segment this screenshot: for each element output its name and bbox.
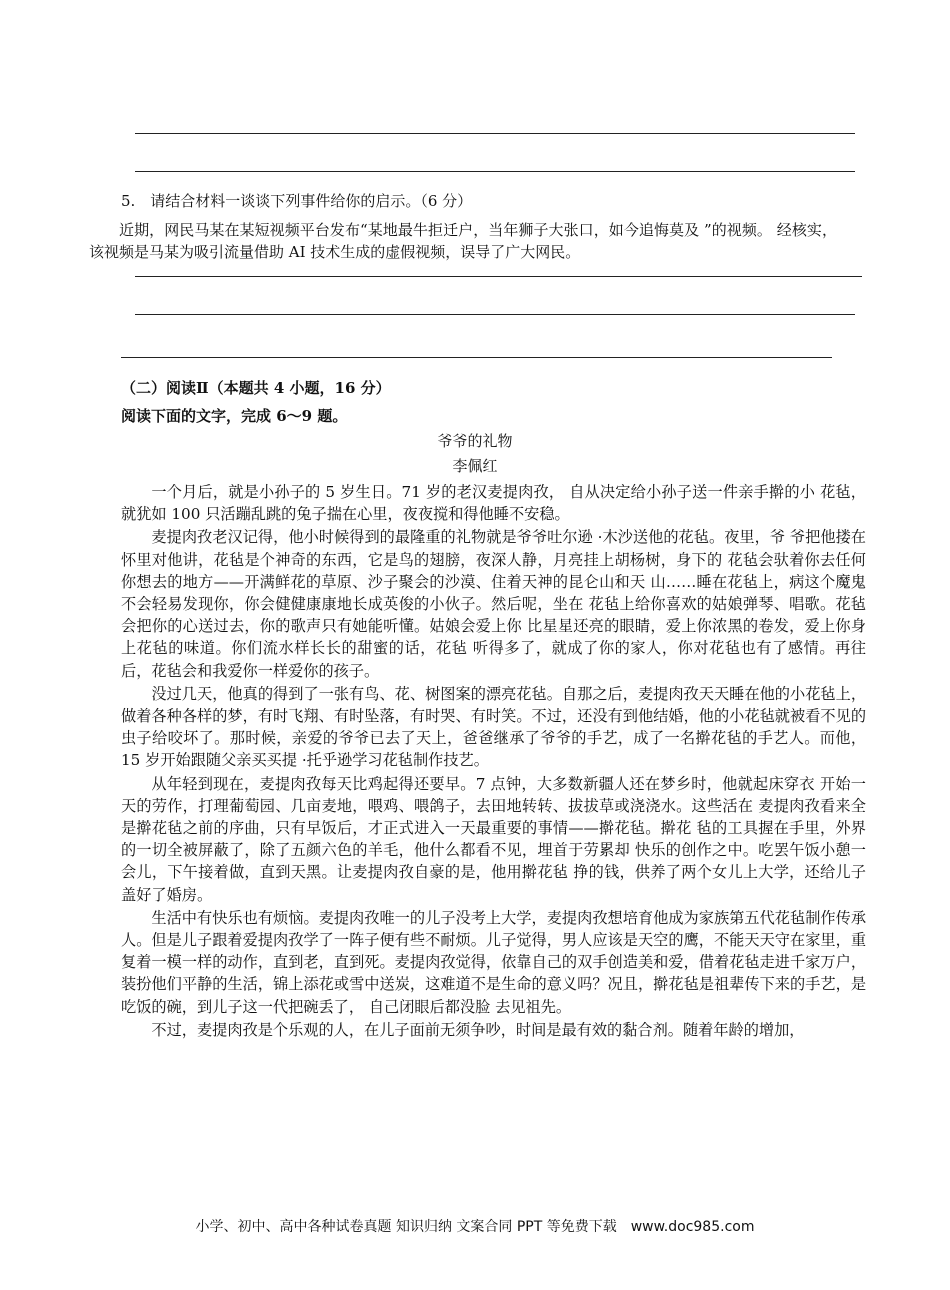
article-title: 爷爷的礼物 [437, 432, 513, 450]
article-paragraph: 不过，麦提肉孜是个乐观的人，在儿子面前无须争吵，时间是最有效的黏合剂。随着年龄的增加， [151, 1020, 805, 1039]
article-body [121, 481, 866, 1042]
article-paragraph: 从年轻到现在，麦提肉孜每天比鸡起得还要早。7 点钟，大多数新疆人还在梦乡时，他就起床穿衣 开始一天的劳作，打理葡萄园、几亩麦地，喂鸡、喂鸽子，去田地转转、拔拔草或浇浇水。这些活在 麦提肉孜看来全是擀花毡之前的序曲，只有早饭后，才正式进入一天最重要的事情——擀花毡。擀花 毡的工具握在手里，外界的一切全被屏蔽了，除了五颜六色的羊毛，他什么都看不见，埋首于劳累却 快乐的创作之中。吃罢午饭小憩一会儿，下午接着做，直到天黑。让麦提肉孜自豪的是，他用擀花毡 挣的钱，供养了两个女儿上大学，还给儿子盖好了婚房。 [121, 774, 866, 904]
question-5-heading: 5. 请结合材料一谈谈下列事件给你的启示。（6 分） [121, 192, 473, 210]
answer-line [121, 357, 832, 358]
article-paragraph: 一个月后，就是小孙子的 5 岁生日。71 岁的老汉麦提肉孜， 自从决定给小孙子送一件亲手擀的小 花毡，就犹如 100 只活蹦乱跳的兔子揣在心里，夜夜搅和得他睡不安稳。 [121, 483, 866, 524]
question-5-material: 近期，网民马某在某短视频平台发布“某地最牛拒迁户，当年狮子大张口，如今追悔莫及 ”的视频。 经核实，该视频是马某为吸引流量借助 AI 技术生成的虚假视频，误导了广大网民。 [89, 221, 837, 261]
article-paragraph: 没过几天，他真的得到了一张有鸟、花、树图案的漂亮花毡。自那之后，麦提肉孜天天睡在他的小花毡上，做着各种各样的梦，有时飞翔、有时坠落，有时哭、有时笑。不过，还没有到他结婚，他的小花毡就被看不见的虫子给咬坏了。那时候，亲爱的爷爷已去了天上，爸爸继承了爷爷的手艺，成了一名擀花毡的手艺人。而他，15 岁开始跟随父亲买买提 ·托乎逊学习花毡制作技艺。 [121, 684, 866, 770]
section-title: （二）阅读Ⅱ（本题共 4 小题，16 分） [121, 379, 391, 397]
article-paragraph: 生活中有快乐也有烦恼。麦提肉孜唯一的儿子没考上大学，麦提肉孜想培育他成为家族第五代花毡制作传承人。但是儿子跟着爱提肉孜学了一阵子便有些不耐烦。儿子觉得，男人应该是天空的鹰，不能天天守在家里，重复着一模一样的动作，直到老，直到死。麦提肉孜觉得，依靠自己的双手创造美和爱，借着花毡走进千家万户，装扮他们平静的生活，锦上添花或雪中送炭，这难道不是生命的意义吗？况且，擀花毡是祖辈传下来的手艺，是吃饭的碗，到儿子这一代把碗丢了， 自己闭眼后都没脸 去见祖先。 [121, 908, 866, 1016]
section-instruction: 阅读下面的文字，完成 6～9 题。 [121, 407, 348, 425]
answer-line [135, 276, 862, 277]
answer-line [135, 314, 855, 315]
article-author: 李佩红 [452, 457, 498, 475]
page-footer: 小学、初中、高中各种试卷真题 知识归纳 文案合同 PPT 等免费下载 www.doc985.com [195, 1219, 755, 1235]
answer-line [135, 133, 855, 134]
answer-line [135, 171, 855, 172]
article-paragraph: 麦提肉孜老汉记得，他小时候得到的最隆重的礼物就是爷爷吐尔逊 ·木沙送他的花毡。夜里，爷 爷把他搂在怀里对他讲，花毡是个神奇的东西，它是鸟的翅膀，夜深人静，月亮挂上胡杨树，身下的 花毡会驮着你去任何你想去的地方——开满鲜花的草原、沙子聚会的沙漠、住着天神的昆仑山和天 山……睡在花毡上，病这个魔鬼不会轻易发现你，你会健健康康地长成英俊的小伙子。然后呢，坐在 花毡上给你喜欢的姑娘弹琴、唱歌。花毡会把你的心送过去，你的歌声只有她能听懂。姑娘会爱上你 比星星还亮的眼睛，爱上你浓黑的卷发，爱上你身上花毡的味道。你们流水样长长的甜蜜的话，花毡 听得多了，就成了你的家人，你对花毡也有了感情。再往后，花毡会和我爱你一样爱你的孩子。 [121, 528, 866, 680]
